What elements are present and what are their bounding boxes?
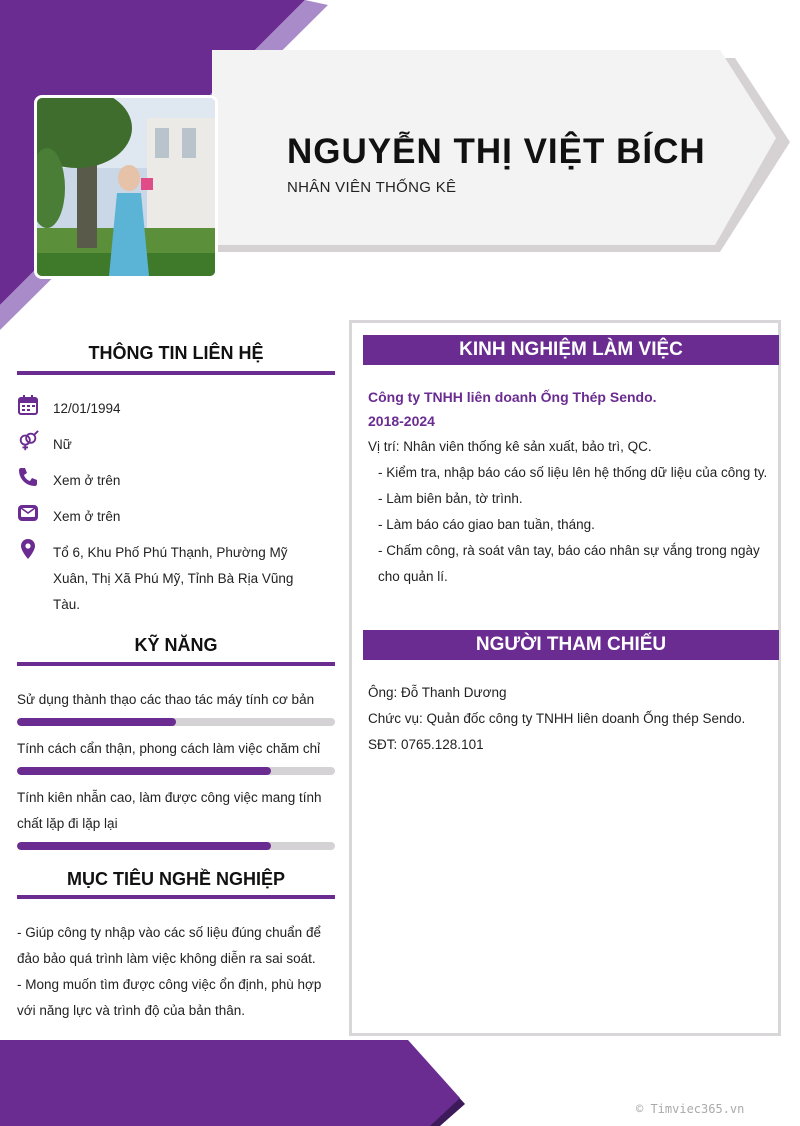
calendar-icon: [17, 394, 39, 416]
work-period: 2018-2024: [368, 413, 435, 429]
skill-progress-fill: [17, 718, 176, 726]
email-text: Xem ở trên: [53, 509, 121, 524]
skill-name: Tính kiên nhẫn cao, làm được công việc mang tính chất lặp đi lặp lại: [17, 790, 322, 831]
objective-section-title: MỤC TIÊU NGHỀ NGHIỆP: [66, 869, 285, 889]
career-objective: [17, 920, 339, 1024]
copyright-watermark: © Timviec365.vn: [636, 1102, 745, 1116]
skill-progress-bar: [17, 767, 335, 775]
skill-progress-fill: [17, 767, 271, 775]
job-duty: - Làm biên bản, tờ trình.: [378, 491, 523, 506]
reference-position: Chức vụ: Quản đốc công ty TNHH liên doanh Ống thép Sendo.: [368, 711, 746, 726]
address-text: Tổ 6, Khu Phố Phú Thạnh, Phường Mỹ Xuân, Thị Xã Phú Mỹ, Tỉnh Bà Rịa Vũng Tàu.: [53, 545, 294, 612]
job-duty: - Kiểm tra, nhập báo cáo số liệu lên hệ thống dữ liệu của công ty.: [378, 465, 768, 480]
skill-progress-bar: [17, 842, 335, 850]
skill-name: Sử dụng thành thạo các thao tác máy tính cơ bản: [17, 692, 315, 707]
skill-progress-bar: [17, 718, 335, 726]
job-duty: - Chấm công, rà soát vân tay, báo cáo nhân sự vắng trong ngày cho quản lí.: [378, 543, 760, 584]
objective-line: - Giúp công ty nhập vào các số liệu đúng chuẩn để đảo bảo quá trình làm việc không diễn ra sai soát.: [17, 925, 321, 966]
skill-name: Tính cách cẩn thận, phong cách làm việc chăm chỉ: [17, 741, 321, 756]
skills-section-divider: [17, 662, 335, 666]
experience-company: [368, 385, 768, 433]
reference-section-title: NGƯỜI THAM CHIẾU: [363, 630, 779, 660]
job-duty: - Làm báo cáo giao ban tuần, tháng.: [378, 517, 595, 532]
gender-icon: [17, 430, 39, 452]
experience-details: [368, 434, 770, 590]
skill-progress-fill: [17, 842, 271, 850]
candidate-name: NGUYỄN THỊ VIỆT BÍCH: [287, 132, 706, 171]
profile-photo: [34, 95, 218, 279]
location-icon: [17, 538, 39, 560]
contact-section-divider: [17, 371, 335, 375]
contact-section-title: THÔNG TIN LIÊN HỆ: [88, 343, 264, 363]
gender-text: Nữ: [53, 437, 72, 452]
birthdate-text: 12/01/1994: [53, 401, 121, 416]
candidate-job-title: NHÂN VIÊN THỐNG KÊ: [287, 179, 457, 196]
experience-section-title: KINH NGHIỆM LÀM VIỆC: [363, 335, 779, 365]
reference-phone: SĐT: 0765.128.101: [368, 737, 484, 752]
email-icon: [17, 502, 39, 524]
job-position: Vị trí: Nhân viên thống kê sản xuất, bảo trì, QC.: [368, 439, 652, 454]
decor-bottom-shape: [0, 1040, 480, 1126]
phone-text: Xem ở trên: [53, 473, 121, 488]
objective-line: - Mong muốn tìm được công việc ổn định, phù hợp với năng lực và trình độ của bản thân.: [17, 977, 322, 1018]
reference-details: [368, 680, 778, 758]
reference-name: Ông: Đỗ Thanh Dương: [368, 685, 507, 700]
skills-section-title: KỸ NĂNG: [134, 635, 218, 655]
objective-section-divider: [17, 895, 335, 899]
phone-icon: [17, 466, 39, 488]
company-name: Công ty TNHH liên doanh Ống Thép Sendo.: [368, 389, 657, 405]
